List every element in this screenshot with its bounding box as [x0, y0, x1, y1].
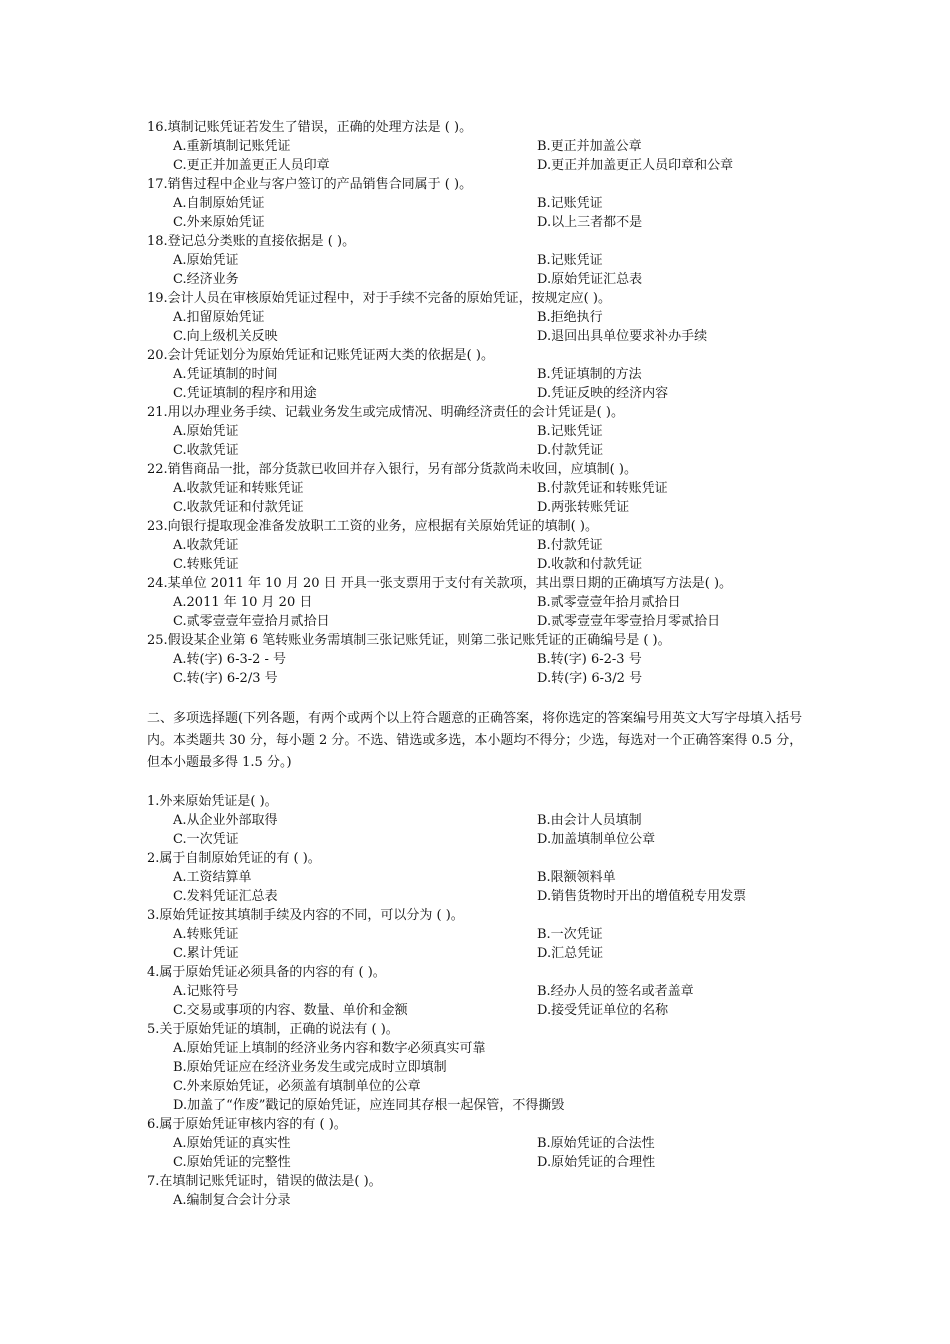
option-text: B.经办人员的签名或者盖章	[537, 984, 694, 999]
option-text: B.由会计人员填制	[537, 813, 642, 828]
option-text: C.一次凭证	[173, 832, 239, 847]
question-text: 2.属于自制原始凭证的有 ( )。	[147, 851, 321, 866]
multiple-choice-section	[147, 792, 817, 1210]
question-text: 24.某单位 2011 年 10 月 20 日 开具一张支票用于支付有关款项，其出票日期的正确填写方法是( )。	[147, 576, 733, 591]
option-text: C.更正并加盖更正人员印章	[173, 158, 330, 173]
option-text: B.原始凭证应在经济业务发生或完成时立即填制	[173, 1060, 447, 1075]
option-row	[147, 944, 817, 963]
option-text: A.凭证填制的时间	[173, 367, 278, 382]
option-row	[147, 1153, 817, 1172]
option-row	[147, 1134, 817, 1153]
option-text: C.外来原始凭证，必须盖有填制单位的公章	[173, 1079, 421, 1094]
option-text: B.限额领料单	[537, 870, 616, 885]
option-row	[147, 1001, 817, 1020]
option-text: A.收款凭证	[173, 538, 239, 553]
option-row	[147, 308, 817, 327]
question-text: 7.在填制记账凭证时，错误的做法是( )。	[147, 1174, 382, 1189]
option-text: D.两张转账凭证	[537, 500, 630, 515]
document-content	[147, 118, 817, 1210]
option-text: D.原始凭证的合理性	[537, 1155, 656, 1170]
option-text: B.记账凭证	[537, 253, 603, 268]
option-text: C.转(字) 6-2/3 号	[173, 671, 278, 686]
option-row	[147, 887, 817, 906]
option-text: D.加盖填制单位公章	[537, 832, 656, 847]
option-text: A.原始凭证	[173, 424, 239, 439]
option-text: A.原始凭证	[173, 253, 239, 268]
option-row	[147, 365, 817, 384]
option-row	[147, 441, 817, 460]
option-text: C.经济业务	[173, 272, 239, 287]
option-row	[147, 270, 817, 289]
option-text: B.付款凭证	[537, 538, 603, 553]
option-text: C.贰零壹壹年壹拾月贰拾日	[173, 614, 330, 629]
option-text: A.转(字) 6-3-2 - 号	[173, 652, 287, 667]
option-text: D.凭证反映的经济内容	[537, 386, 669, 401]
option-text: D.付款凭证	[537, 443, 604, 458]
option-text: C.原始凭证的完整性	[173, 1155, 291, 1170]
option-text: C.外来原始凭证	[173, 215, 265, 230]
option-text: A.收款凭证和转账凭证	[173, 481, 304, 496]
option-text: D.退回出具单位要求补办手续	[537, 329, 708, 344]
option-text: A.原始凭证上填制的经济业务内容和数字必须真实可靠	[173, 1041, 486, 1056]
option-text: D.销售货物时开出的增值税专用发票	[537, 889, 747, 904]
option-text: A.重新填制记账凭证	[173, 139, 291, 154]
option-text: C.向上级机关反映	[173, 329, 278, 344]
question-text: 23.向银行提取现金准备发放职工工资的业务，应根据有关原始凭证的填制( )。	[147, 519, 598, 534]
option-text: D.以上三者都不是	[537, 215, 643, 230]
option-text: B.贰零壹壹年拾月贰拾日	[537, 595, 681, 610]
question-text: 20.会计凭证划分为原始凭证和记账凭证两大类的依据是( )。	[147, 348, 494, 363]
option-text: A.扣留原始凭证	[173, 310, 265, 325]
option-text: B.记账凭证	[537, 424, 603, 439]
option-row	[147, 422, 817, 441]
option-row	[147, 194, 817, 213]
option-text: C.发料凭证汇总表	[173, 889, 278, 904]
option-text: D.接受凭证单位的名称	[537, 1003, 669, 1018]
question-text: 17.销售过程中企业与客户签订的产品销售合同属于 ( )。	[147, 177, 473, 192]
option-row	[147, 650, 817, 669]
option-row	[147, 156, 817, 175]
option-text: C.凭证填制的程序和用途	[173, 386, 317, 401]
option-row	[147, 593, 817, 612]
question-text: 6.属于原始凭证审核内容的有 ( )。	[147, 1117, 347, 1132]
option-row	[147, 327, 817, 346]
option-text: C.累计凭证	[173, 946, 239, 961]
option-row	[147, 251, 817, 270]
option-text: B.一次凭证	[537, 927, 603, 942]
option-text: B.更正并加盖公章	[537, 139, 642, 154]
option-text: D.原始凭证汇总表	[537, 272, 643, 287]
option-text: A.2011 年 10 月 20 日	[173, 595, 313, 610]
option-text: B.记账凭证	[537, 196, 603, 211]
option-text: A.自制原始凭证	[173, 196, 265, 211]
option-text: A.从企业外部取得	[173, 813, 278, 828]
question-text: 1.外来原始凭证是( )。	[147, 794, 278, 809]
option-text: C.收款凭证和付款凭证	[173, 500, 304, 515]
option-text: D.贰零壹壹年零壹拾月零贰拾日	[537, 614, 721, 629]
option-text: D.转(字) 6-3/2 号	[537, 671, 643, 686]
option-text: A.原始凭证的真实性	[173, 1136, 291, 1151]
option-row	[147, 612, 817, 631]
option-row	[147, 536, 817, 555]
question-text: 5.关于原始凭证的填制，正确的说法有 ( )。	[147, 1022, 399, 1037]
question-text: 18.登记总分类账的直接依据是 ( )。	[147, 234, 356, 249]
option-row	[147, 669, 817, 688]
question-text: 16.填制记账凭证若发生了错误，正确的处理方法是 ( )。	[147, 120, 473, 135]
option-row	[147, 925, 817, 944]
single-choice-section	[147, 118, 817, 688]
option-row	[147, 868, 817, 887]
option-row	[147, 384, 817, 403]
option-text: A.编制复合会计分录	[173, 1193, 291, 1208]
option-row	[147, 830, 817, 849]
option-row	[147, 498, 817, 517]
spacer	[147, 688, 817, 708]
option-text: B.转(字) 6-2-3 号	[537, 652, 642, 667]
question-text: 3.原始凭证按其填制手续及内容的不同，可以分为 ( )。	[147, 908, 464, 923]
option-text: B.原始凭证的合法性	[537, 1136, 655, 1151]
question-text: 19.会计人员在审核原始凭证过程中，对于手续不完备的原始凭证，按规定应( )。	[147, 291, 611, 306]
option-text: C.交易或事项的内容、数量、单价和金额	[173, 1003, 408, 1018]
spacer	[147, 774, 817, 792]
question-text: 4.属于原始凭证必须具备的内容的有 ( )。	[147, 965, 386, 980]
question-text: 22.销售商品一批，部分货款已收回并存入银行，另有部分货款尚未收回，应填制( )。	[147, 462, 637, 477]
option-text: B.付款凭证和转账凭证	[537, 481, 668, 496]
option-row	[147, 982, 817, 1001]
option-text: B.拒绝执行	[537, 310, 603, 325]
option-row	[147, 555, 817, 574]
option-row	[147, 479, 817, 498]
question-text: 25.假设某企业第 6 笔转账业务需填制三张记账凭证，则第二张记账凭证的正确编号是 ( )。	[147, 633, 671, 648]
option-text: C.收款凭证	[173, 443, 239, 458]
multiple-choice-instructions: 二、多项选择题(下列各题，有两个或两个以上符合题意的正确答案，将你选定的答案编号用英文大写字母填入括号内。本类题共 30 分，每小题 2 分。不选、错选或多选，本小题均不得分；少选，每选对一个正确答案得 0.5 分，但本小题最多得 1.5 分。)	[147, 711, 803, 770]
question-text: 21.用以办理业务手续、记载业务发生或完成情况、明确经济责任的会计凭证是( )。	[147, 405, 624, 420]
option-row	[147, 213, 817, 232]
option-text: D.更正并加盖更正人员印章和公章	[537, 158, 734, 173]
option-text: D.收款和付款凭证	[537, 557, 643, 572]
option-row	[147, 137, 817, 156]
option-text: C.转账凭证	[173, 557, 239, 572]
option-text: A.转账凭证	[173, 927, 239, 942]
option-text: D.汇总凭证	[537, 946, 604, 961]
option-row	[147, 811, 817, 830]
option-text: D.加盖了“作废”戳记的原始凭证，应连同其存根一起保管，不得撕毁	[173, 1098, 565, 1113]
option-text: B.凭证填制的方法	[537, 367, 642, 382]
option-text: A.记账符号	[173, 984, 239, 999]
option-text: A.工资结算单	[173, 870, 252, 885]
